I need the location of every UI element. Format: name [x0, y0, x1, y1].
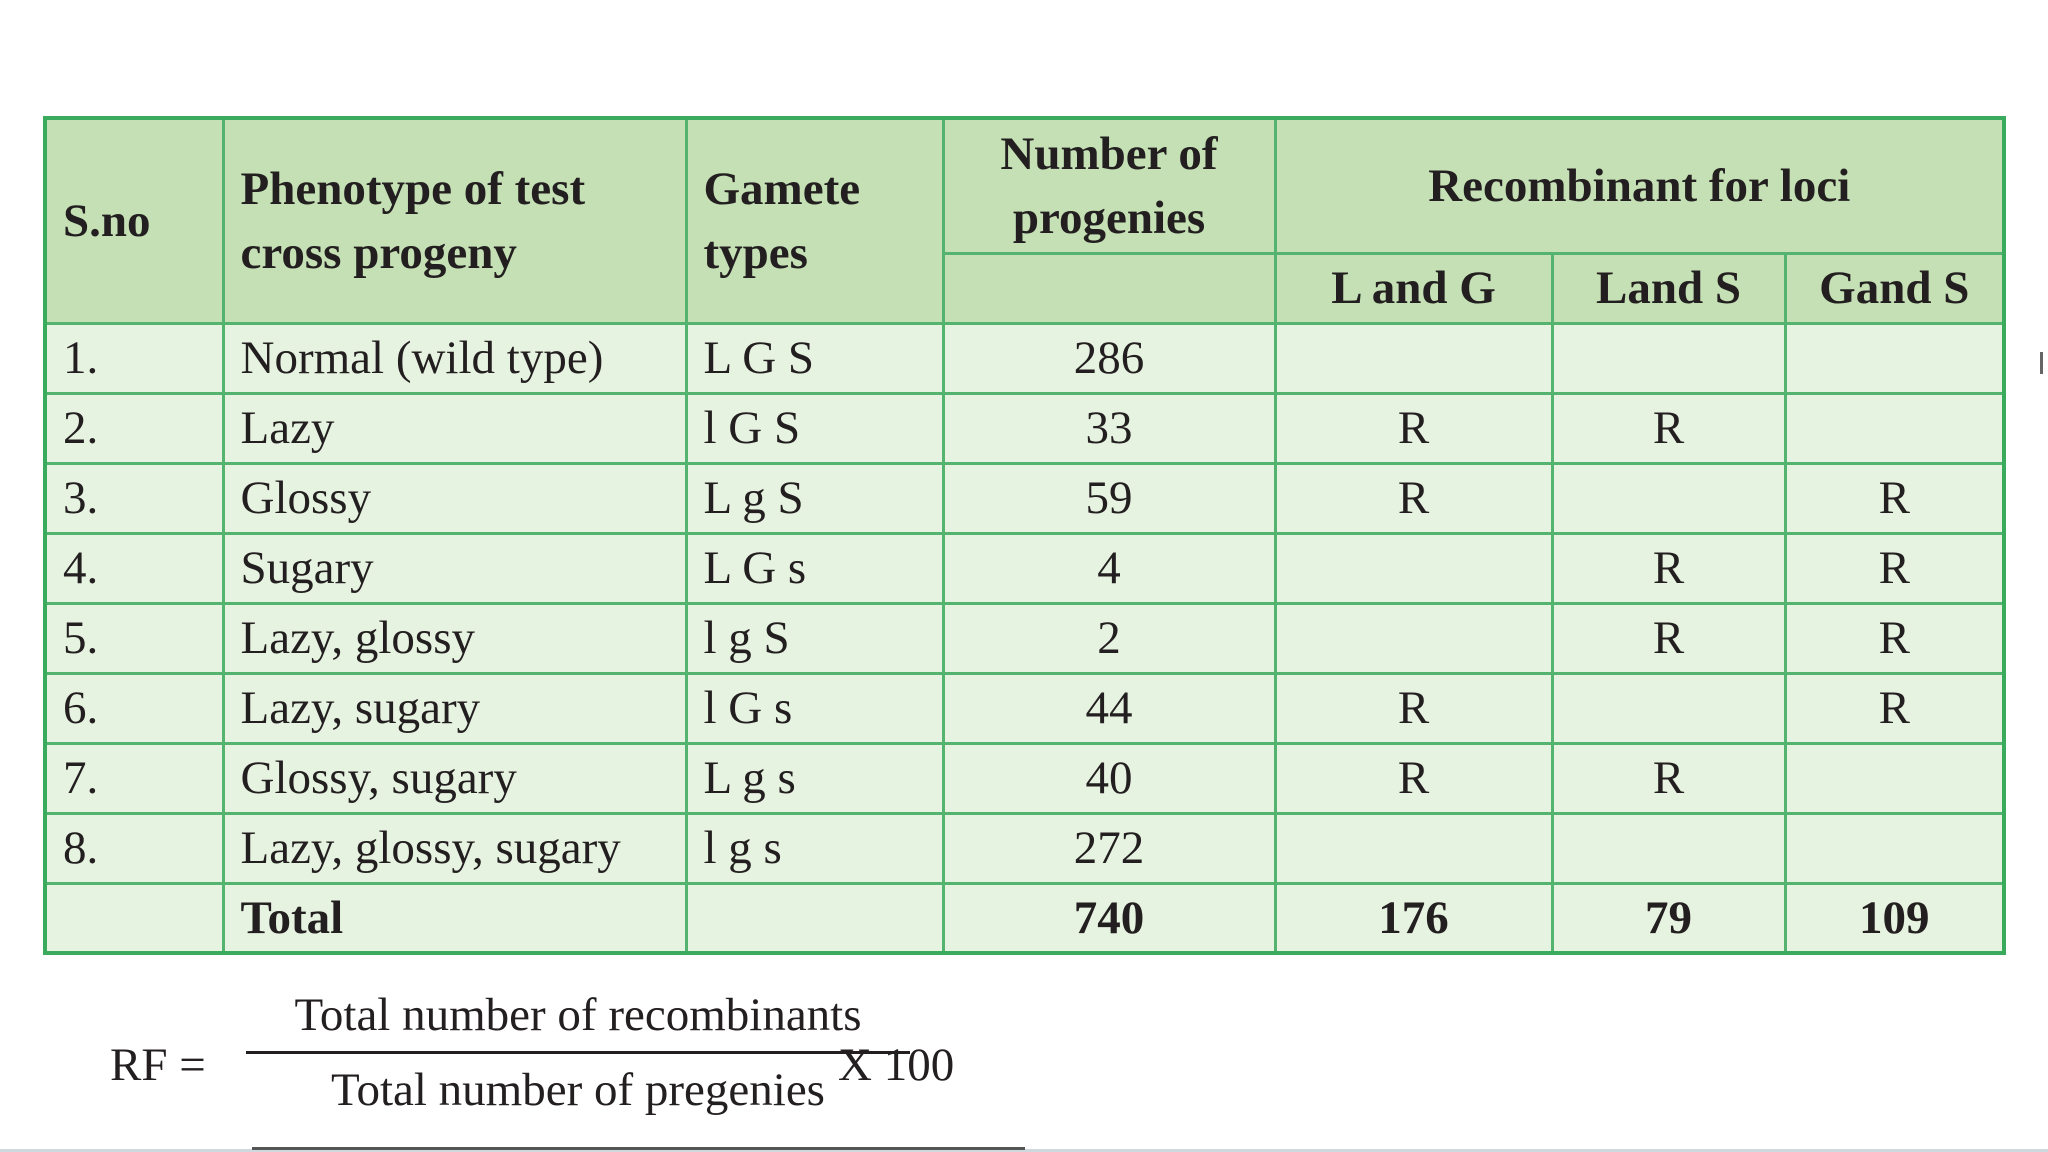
cell-count: 2 [943, 603, 1275, 673]
cell-gamete: l g s [686, 813, 943, 883]
cell-lg: R [1275, 463, 1552, 533]
cell-gs [1785, 813, 2004, 883]
cell-gamete: L G S [686, 323, 943, 393]
formula-lhs: RF = [110, 1039, 206, 1091]
cell-phenotype: Sugary [223, 533, 686, 603]
cell-count: 4 [943, 533, 1275, 603]
header-gamete-types: Gamete types [686, 118, 943, 323]
cell-lg: R [1275, 743, 1552, 813]
cell-ls: R [1552, 533, 1785, 603]
rf-formula [110, 985, 1010, 1135]
cell-total-sno-blank [45, 883, 223, 953]
cell-gamete: L g S [686, 463, 943, 533]
cell-count: 40 [943, 743, 1275, 813]
cell-gs: R [1785, 533, 2004, 603]
cell-gs: R [1785, 463, 2004, 533]
cell-gamete: L g s [686, 743, 943, 813]
formula-denominator: Total number of pregenies [331, 1064, 825, 1116]
cell-sno: 1. [45, 323, 223, 393]
table-row [45, 743, 2004, 813]
bottom-divider [252, 1147, 1025, 1150]
cell-lg [1275, 603, 1552, 673]
table-row [45, 323, 2004, 393]
cell-ls [1552, 673, 1785, 743]
header-phenotype: Phenotype of test cross progeny [223, 118, 686, 323]
cell-count: 44 [943, 673, 1275, 743]
cell-gamete: l G S [686, 393, 943, 463]
cell-sno: 2. [45, 393, 223, 463]
formula-numerator: Total number of recombinants [294, 989, 862, 1041]
cell-gamete: l g S [686, 603, 943, 673]
header-recombinant-for-loci: Recombinant for loci [1275, 118, 2004, 253]
cell-ls: R [1552, 743, 1785, 813]
cell-lg [1275, 813, 1552, 883]
header-sno: S.no [45, 118, 223, 323]
header-g-and-s: Gand S [1785, 253, 2004, 323]
cell-gamete: l G s [686, 673, 943, 743]
cell-sno: 7. [45, 743, 223, 813]
cell-sno: 5. [45, 603, 223, 673]
cell-lg: R [1275, 393, 1552, 463]
cell-ls [1552, 323, 1785, 393]
cell-gs [1785, 393, 2004, 463]
cell-lg [1275, 323, 1552, 393]
table-row [45, 533, 2004, 603]
cell-sno: 8. [45, 813, 223, 883]
cell-phenotype: Glossy [223, 463, 686, 533]
header-l-and-g: L and G [1275, 253, 1552, 323]
cell-phenotype: Lazy, glossy [223, 603, 686, 673]
cell-sno: 4. [45, 533, 223, 603]
total-row [45, 883, 2004, 953]
header-progenies-blank [943, 253, 1275, 323]
table-row [45, 603, 2004, 673]
table-row [45, 463, 2004, 533]
cell-gamete: L G s [686, 533, 943, 603]
cell-total-lg: 176 [1275, 883, 1552, 953]
header-l-and-s: Land S [1552, 253, 1785, 323]
cell-lg [1275, 533, 1552, 603]
cell-total-label: Total [223, 883, 686, 953]
cell-lg: R [1275, 673, 1552, 743]
text-cursor-icon [2040, 352, 2043, 374]
cell-total-ls: 79 [1552, 883, 1785, 953]
cell-total-gs: 109 [1785, 883, 2004, 953]
cell-sno: 6. [45, 673, 223, 743]
cell-count: 272 [943, 813, 1275, 883]
formula-multiplier: X 100 [838, 1039, 955, 1091]
recombination-table [43, 116, 2006, 955]
cell-count: 33 [943, 393, 1275, 463]
cell-phenotype: Lazy, sugary [223, 673, 686, 743]
cell-gs: R [1785, 603, 2004, 673]
table-row [45, 813, 2004, 883]
fraction-bar [246, 1051, 910, 1054]
cell-phenotype: Lazy [223, 393, 686, 463]
header-number-of-progenies: Number of progenies [943, 118, 1275, 253]
cell-sno: 3. [45, 463, 223, 533]
cell-gs [1785, 743, 2004, 813]
cell-count: 286 [943, 323, 1275, 393]
cell-total-gamete-blank [686, 883, 943, 953]
formula-fraction [238, 985, 918, 1120]
cell-ls [1552, 813, 1785, 883]
cell-phenotype: Lazy, glossy, sugary [223, 813, 686, 883]
cell-ls: R [1552, 393, 1785, 463]
cell-gs [1785, 323, 2004, 393]
cell-phenotype: Glossy, sugary [223, 743, 686, 813]
table-row [45, 673, 2004, 743]
cell-total-count: 740 [943, 883, 1275, 953]
cell-ls: R [1552, 603, 1785, 673]
cell-count: 59 [943, 463, 1275, 533]
cell-gs: R [1785, 673, 2004, 743]
cell-ls [1552, 463, 1785, 533]
table-row [45, 393, 2004, 463]
cell-phenotype: Normal (wild type) [223, 323, 686, 393]
